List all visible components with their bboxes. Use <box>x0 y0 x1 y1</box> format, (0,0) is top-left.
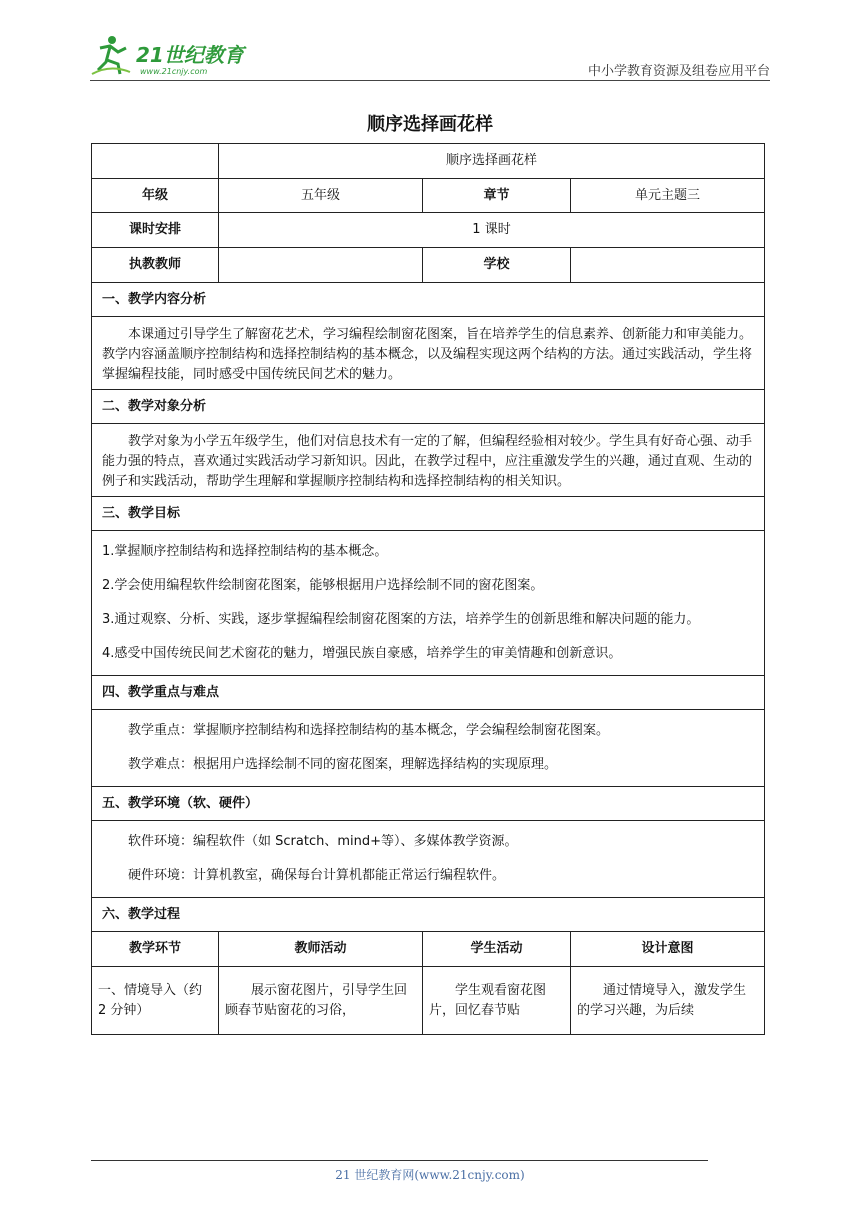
process-intent-cell: 通过情境导入，激发学生的学习兴趣，为后续 <box>571 967 765 1035</box>
hours-label: 课时安排 <box>92 213 219 248</box>
section-5-body <box>92 821 765 898</box>
process-header-teacher: 教师活动 <box>219 932 423 967</box>
school-value <box>571 248 765 283</box>
footer-divider <box>91 1160 708 1161</box>
document-title: 顺序选择画花样 <box>367 114 493 135</box>
process-header-intent: 设计意图 <box>571 932 765 967</box>
platform-name: 中小学教育资源及组卷应用平台 <box>587 64 770 79</box>
chapter-label: 章节 <box>423 179 571 213</box>
footer-text: 21 世纪教育网(www.21cnjy.com) <box>335 1168 525 1182</box>
school-label: 学校 <box>423 248 571 283</box>
teacher-value <box>219 248 423 283</box>
section-3-title: 三、教学目标 <box>92 497 765 531</box>
section-2-body: 教学对象为小学五年级学生，他们对信息技术有一定的了解，但编程经验相对较少。学生具有好奇心强、动手能力强的特点，喜欢通过实践活动学习新知识。因此，在教学过程中，应注重激发学生的兴趣，通过直观、生动的例子和实践活动，帮助学生理解和掌握顺序控制结构和选择控制结构的相关知识。 <box>92 424 765 497</box>
chapter-value: 单元主题三 <box>571 179 765 213</box>
objective-item: 2.学会使用编程软件绘制窗花图案，能够根据用户选择绘制不同的窗花图案。 <box>102 578 544 593</box>
section-6-title: 六、教学过程 <box>92 898 765 932</box>
objective-item: 1.掌握顺序控制结构和选择控制结构的基本概念。 <box>102 544 388 559</box>
page-header <box>90 30 770 82</box>
difficult-point: 教学难点：根据用户选择绘制不同的窗花图案，理解选择结构的实现原理。 <box>128 757 558 772</box>
section-2-title: 二、教学对象分析 <box>92 390 765 424</box>
section-4-body <box>92 710 765 787</box>
process-student-cell: 学生观看窗花图片，回忆春节贴 <box>423 967 571 1035</box>
objective-item: 3.通过观察、分析、实践，逐步掌握编程绘制窗花图案的方法，培养学生的创新思维和解决问题的能力。 <box>102 612 700 627</box>
svg-text:www.21cnjy.com: www.21cnjy.com <box>140 67 208 76</box>
grade-value: 五年级 <box>219 179 423 213</box>
section-4-title: 四、教学重点与难点 <box>92 676 765 710</box>
logo-runner-icon <box>90 34 260 78</box>
section-3-objectives <box>92 531 765 676</box>
svg-text:21世纪教育: 21世纪教育 <box>136 43 244 67</box>
process-header-stage: 教学环节 <box>92 932 219 967</box>
process-teacher-cell: 展示窗花图片，引导学生回顾春节贴窗花的习俗， <box>219 967 423 1035</box>
section-5-title: 五、教学环境（软、硬件） <box>92 787 765 821</box>
course-title-cell: 顺序选择画花样 <box>219 144 765 179</box>
grade-label: 年级 <box>92 179 219 213</box>
process-header-student: 学生活动 <box>423 932 571 967</box>
software-environment: 软件环境：编程软件（如 Scratch、mind+等）、多媒体教学资源。 <box>128 834 518 849</box>
section-1-body: 本课通过引导学生了解窗花艺术，学习编程绘制窗花图案，旨在培养学生的信息素养、创新能力和审美能力。教学内容涵盖顺序控制结构和选择控制结构的基本概念，以及编程实现这两个结构的方法。通过实践活动，学生将掌握编程技能，同时感受中国传统民间艺术的魅力。 <box>92 317 765 390</box>
hardware-environment: 硬件环境：计算机教室，确保每台计算机都能正常运行编程软件。 <box>128 868 506 883</box>
logo <box>90 34 260 78</box>
section-1-title: 一、教学内容分析 <box>92 283 765 317</box>
key-point: 教学重点：掌握顺序控制结构和选择控制结构的基本概念，学会编程绘制窗花图案。 <box>128 723 610 738</box>
header-divider <box>90 80 770 81</box>
hours-value: 1 课时 <box>219 213 765 248</box>
objective-item: 4.感受中国传统民间艺术窗花的魅力，增强民族自豪感，培养学生的审美情趣和创新意识。 <box>102 646 622 661</box>
blank-cell <box>92 144 219 179</box>
teacher-label: 执教教师 <box>92 248 219 283</box>
lesson-plan-table <box>91 143 765 1035</box>
process-stage-cell: 一、情境导入（约 2 分钟） <box>92 967 219 1035</box>
